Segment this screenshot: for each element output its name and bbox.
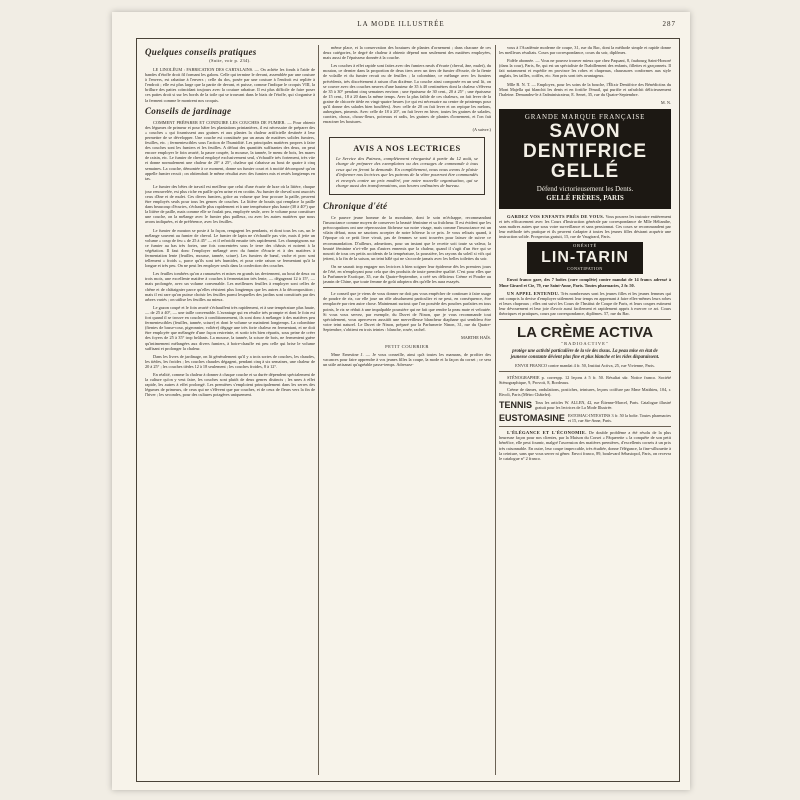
paragraph: En réalité, comme la chaleur à donner à chaque couche et sa durée dépendent spécialement de la culture qu'on y veut faire, les couches sont plutôt de deux genres distincts ; les unes à effet rapide, les autres à effet prolongé. Les premières s'emploient principalement dans les serres des légumes de primeurs, de ceux qui ne s'élèvent que par couches, et de ceux de fleurs vers la fin de l'hiver ; les secondes, pour des cultures potagères uniquement. [145,371,315,398]
ad-brand-line-2: DENTIFRICE [523,140,647,162]
heading-chronique-ete: Chronique d'été [323,201,388,212]
paragraph-lead: UN APPEL ENTENDU. [507,290,560,296]
running-title: LA MODE ILLUSTRÉE [357,20,445,28]
ad-tennis-text: Tous les articles W. ALLEN, 42, rue Étienne-Marcel, Paris. Catalogue illustré gratuit pour les lectrices de La Mode Illustrée. [535,400,671,411]
paragraph-text: Très nombreuses sont les jeunes filles et les jeunes femmes qui ont compris la devise d'employer utilement leur temps en apprenant à faire elles-mêmes leurs robes et leurs chapeaux ; elles ont suivi les Cours de l'Institut de Coupe de Paris, et leurs coupes estiment leur dévouement et leur joie d'avoir aussi facilement et rapidement appris à exercer ce art. Cours théoriques et pratiques, cours par correspondance, diplômes. 57, rue du Bac. [499,290,671,316]
paragraph: Mlle B. N. T. — Employez, pour les soins de la bouche, l'Élixir Dentifrice des Bénédictins du Mont Majella qui blanchit les dents et en fortifie l'émail, qui purifie et rafraîchit délicieusement l'haleine. Demandez-le à l'administrateur, E. Senet, 35, rue du Quatre-Septembre. [499,81,671,97]
ad-bottom-label: CONSTIPATION [567,266,603,272]
paragraph [499,214,671,239]
paragraph [499,291,671,316]
paragraph: Mme Ernestine J. — Je vous conseille, ainsi qu'à toutes les mamans, de profiter des vacances pour faire apprendre à vos jeunes filles la coupe, la mode et la façon du corset ; ce sera un utile artisanat qu'agréable passe-temps. Adressez- [323,352,491,368]
heading-sub: (Suite, voir p. 234). [209,58,251,63]
advertisement-savon-gelle [499,109,671,209]
ad-stenographie: STÉNOGRAPHIE p. correspp. 12 leçons à 5 fr. 50. Résultat sûr. Notice franco. Société Sténographique, 9, Provoit, 8, Bordeaux. [499,374,671,385]
paragraph-lead: GARDEZ VOS ENFANTS PRÈS DE VOUS. [507,213,605,219]
column-2 [323,45,491,775]
notice-title: AVIS A NOS LECTRICES [353,142,461,153]
heading-conseils-jardinage: Conseils de jardinage [145,105,232,116]
ad-eustomasine-text: ESTOMAC-INTESTINS 3 fr. 50 la boîte. Toutes pharmacies et 15, rue Ste-Anne, Paris. [567,413,671,424]
ad-tennis [499,400,671,410]
advertisement-lin-tarin [527,242,643,274]
divider [323,287,491,288]
paragraph-text: De double problème a été résolu de la plus heureuse façon pour nos clientes, par la Maison du Corset « Pâquerette » la conquête de son petit bénéfice, elle peut fournir, malgré l'ascension des matières premières, d'excellents corsets à un prix très raisonnable. En outre, leur coupe impeccable, très étudiée, donne l'élégance, la fine-silhouette à la ceinture, sans que vous serrer ni gêner. Envoi franco, 89, boulevard Sébastopol, Paris, on recevra le catalogue n° 2 franco. [499,430,671,461]
paragraph: Fidèle abonnée. — Vous ne pouvez trouver mieux que chez Paquant, 8, faubourg Saint-Honoré (dans la cour), Paris, 8e, qui est un spécialiste de l'habillement des enfants, fillettes et garçonnets. Il fait notamment et expédie en province les robes et chapeaux, chaussures conformes aux style anglais, les tailles, coiffes, etc. Son prix sont très avantageux. [499,58,671,79]
paragraph: Le fumier des bêtes de travail est meilleur que celui d'une écurie de luxe où la litière, chaque jour renouvelée, est plus riche en paille qu'en urine et en crottin. Au fumier de cheval sont associés ceux d'âne et de mulet. Ces divers fumiers, grâce au volume que leur procure la paille, peuvent être employés seuls pour tous les genres de couches. La litière de boutis qui remplace la paille dans beaucoup d'écuries, s'échauffe plus rapidement et à une température plus haute (30 à 40°) que la litière de paille, mais comme elle se foulait peu, employée seule, avec le volume pour constituer une couche, on la mélange avec le fumier plus pailleux, ou avec les autres matières que nous avons indiquées, et de préférence, avec les feuilles. [145,183,315,225]
paragraph: COMMENT PRÉPARER ET CONDUIRE LES COUCHES DE FUMIER. — Pour obtenir des légumes de primeur et pour hâter les plantations printanières, il est nécessaire de préparer des « couches » qui fournissent aux graines et aux plantes la chaleur artificielle destinée à leur permettre de se développer. Une couche est constituée par un amas de matières solides fumiers, feuilles, etc. ; fermentescibles sous l'action de l'humidité. Les principales matières propres à faire des couches sont les fumiers et les feuilles. A défaut des quantités suffisantes des deux, on peut encore employer le foin avarié, la paure coupée, la mousse, la tannée, le menu de bois, les mares de raisin, etc. Le fumier de cheval employé exclusivement seul, s'échauffe très fortement, très vite et donne normalement une chaleur de 20° à 25°, chaleur qui s'abaisse au bout de quatre à cinq semaines. La couche, démontée à ce moment, donne un fumier court et à moitié décomposé qu'on appelle fumier recuit ; on obtiendrait le même résultat avec des fumiers mis et restés longtemps en tas. [145,119,315,181]
ad-creme-activa-sub: "RADIOACTIVE" [561,341,609,347]
paragraph: Dans les livres de jardinage, on lit généralement qu'il y a trois sortes de couches, les chaudes, les tièdes, les froides ; les couches chaudes dégagent, pendant cinq à six semaines, une chaleur de 20 à 25° ; les couches tièdes 12 à 18 seulement ; les couches froides, 8 à 12°. [145,353,315,369]
running-header [112,20,690,34]
heading-conseils-pratiques: Quelques conseils pratiques (Suite, voir p. 234). [145,47,315,64]
initials-signature: M. N. [660,99,671,105]
column-rule-1 [318,45,319,775]
ad-brand: LIN-TARIN [541,249,629,267]
divider [499,319,671,320]
paragraph: Les feuilles tombées qu'on a ramassées et mises en grands tas deviennent, au bout de deux ou trois mois, une excellente matière à couches à fermentation très lente, — dégageant 12 à 15°, — mais prolongée, avec un volume convenable. Les meilleures feuilles à employer sont celles de chêne et de châtaignier parce qu'elles résistent plus longtemps que les autres à la décomposition ; mais il est rare qu'on puisse choisir les feuilles parmi lesquelles des jardins sont constitués par des arbres variés ; on utilise les feuilles au mieux. [145,271,315,302]
column-1 [145,45,315,775]
paragraph: LE LINOLÉUM : FABRICATION DES CARTALAINS. — On achète les fonds à l'aide de bandes d'étoffe droit fil formant les galons. Celle qui termine le devant, assemblée par une couture à l'envers, est rabattue à l'envers ; celle du dos, posée par une couture à l'endroit est repliée à l'endroit ; elle est plus large que la partie de devant, et puisse, comme l'indique le croquis VIII, la brillure des pattes coïncidant toujours avec la couture rabattue. Il est plus difficile de faire poser ces pattes droit si sur les bords de la toile qui se trouvant dans le biais de l'étoffe, qui s'organise à la ferment comme le montrent nos croquis. [145,67,315,103]
ad-creme-activa-title: LA CRÈME ACTIVA [516,324,654,342]
petit-courrier-heading: PETIT COURRIER [385,344,429,350]
notice-box [329,137,485,196]
page-number: 287 [662,20,676,28]
divider [499,371,671,372]
ad-top-label: OBÉSITÉ [572,243,598,249]
author-signature: MARTHE HAÏS. [460,335,491,341]
paragraph: même place, et la conservation des boutures de plantes d'ornement ; dans chacune de ces deux catégories, le degré de chaleur à obtenir dépend non seulement des matières employées, mais aussi de l'épaisseur donnée à la couche. [323,45,491,61]
paragraph: Le conseil que je viens de vous donner ne doit pas vous empêcher de continuer à faire usage de poudre de riz, car elle joue un rôle absolument particulier et ne peut, en conséquence, être remplacée par rien autre chose. Maintenant surtout que l'on possède des poudres parfaites en tous points, le riz se réduit à une impalpable poussière qui ne fait que rendre la peau mate et veloutée. Si vous vous servez, par exemple, du Duvet de Ninon, que je vous recommande tout spécialement, vous apercevrez aussitôt une merveilleuse blancheur diaphane qui semblera être votre teint naturel. Le Duvet de Ninon, préparé par la Parfumerie Ninon, 31, rue du Quatre-Septembre, s'obtient en trois teintes : blanche, rosée, rachel. [323,291,491,332]
paragraph: vous à l'Académie moderne de coupe, 31, rue du Bac, dont la méthode simple et rapide donne les meilleurs résultats. Cours par correspondance, cours du soir, diplômes. [499,45,671,56]
paragraph: On ne saurait trop engager nos lectrices à bien soigner leur épiderme dès les premiers jours de l'été, en n'employant pour cela que des produits de toute première qualité. C'est pour elles que la Parfumerie Exotique, 35, rue du Quatre-Septembre, a créé ses délicieux Crème et Poudre au jasmin de Chine, que toute femme de goût adoptera dès qu'elle les aura essayés. [323,263,491,285]
content-frame [136,38,680,782]
to-be-continued: (A suivre.) [472,127,491,133]
notice-body: Le Service des Patrons, complètement réorganisé à partir du 12 août, se charge de préparer des exemplaires ou des corsages de commande à tous ceux qui en feront la demande. En complétement, nous nous avons le plaisir d'informer nos lectrices que les patrons de la vôtre pourront être commandés et envoyés contre un prix modéré, par notre nouvelle organisation, qui se charge aussi des transformations, aux heures ordinaires de bureau. [336,155,478,189]
ad-eustomasine-name: EUSTOMASINE [499,413,565,424]
ad-tennis-name: TENNIS [499,400,533,411]
paragraph: Envoi franco gare, des 7 boîtes (cure complète) contre mandat de 14 francs adressé à Mme Girard et Cie, 79, rue Saint-Anne, Paris. Toutes pharmacies, 2 fr. 50. [499,277,671,288]
ad-claim: Défend victorieusement les Dents. [536,184,634,193]
ad-coiffure: Crème de dames, ondulations, postiches, teintures, leçons coiffure par Mme Matthieu, 104, r. Rivoli, Paris (Métro Châtelet). [499,387,671,398]
ad-maker: GELLÉ FRÈRES, PARIS [546,193,624,202]
paragraph: Ce pauvre jeune homme de la mondaine, dont le soin m'échappe, recommandant l'insouciance comme moyen de conserver la beauté féminine et sa fraîcheur. Il est évident que les préoccupations ont une répercussion fâcheuse sur notre visage, mais comme l'insouciance est un vilain défaut, nous ne saurions accepter de notre hôtesse la ce prix. Je vous relisais quand, à l'époque où ce petit livre vivait, pas de femmes se sont trouvées pour laisser de suivre ce recommandation. D'ailleurs, admettons, pour un instant que le recette soit toute sa valeur, la beauté féminine n'a-t-elle pas d'autres ennemis que la chaleur, quand il s'agit d'un être qui se nourrit de tous ces petits accidents de la température, la poussière, les rayons du soleil si vifs qui jettent, à la fin de la saison, un teint hâlé qui ne s'accorde jamais avec les belles toilettes du soir. [323,215,491,261]
paragraph: Le gazon coupé et le foin avarié s'échauffent très rapidement, et à une température plus haute, — de 25 à 40°, — une taille convenable. L'avantage qui en résulte très prompte et dont le foin est fort quand il se trouve en couches à conditionnement, ils sont donc à mélanger à des matières peu fermentescibles (feuilles, tannée, sciure) et dont le volume se maintient longtemps. La colombine (fientes de basse-cour, pigeonnier, volière) dégage une très forte chaleur en fermentant, et ne doit être employée que mélangée d'une façon restreinte, et sortir très bien répartis, sous peine de créer des foyers de 25 à 35° trop brûlants. La mousse, la tannée, la sciure de bois, ne fermentent guère qu'intimement mélangées aux divers fumiers, à boire-chauffe est peu celle qui brise le volume suffisant et prolonger la chaleur. [145,304,315,351]
ad-creme-activa-body: protège une activité particulière de la vie des tissus. La peau mise en état de jeunesse constante dévient plus fine et plus blanche et les rides disparaissent. [510,349,660,360]
ad-eustomasine [499,413,671,423]
paragraph-text: Vous pourrez les instruire entièrement et très efficacement avec les Cours d'Instruction générale par correspondance de Mlle Hélianthe, sans maîtres autres que sous votre surveillance et sans pensionnat. Ces cours se recommandent par leur méthode très pratique et ils peuvent s'adapter à toutes les jeunes filles désirant acquérir une instruction solide. Prospectus gratuit, 15, rue de Vaugirard, Paris. [499,213,671,240]
magazine-page [112,12,690,790]
ad-brand-line-3: GELLÉ [550,160,620,182]
ad-tagline: GRANDE MARQUE FRANÇAISE [524,112,646,121]
paragraph: Les couches à effet rapide sont faites avec des fumiers neufs d'écurie (cheval, âne, mulet), du mouton, ce dernier dans la proportion de deux tiers avec un tiers de fumier d'écurie, de la fiente de volaille et du fumier recuit ou de feuilles ; la colombine, ce mélange avec les fumiers précédents, très discrètement à raison d'un dixième. La couche ainsi composée en un seul lit, on se couvre avec des couches neuves d'une hauteur de 35 à 40 centimètres dont la chaleur s'élèvera de 35 à 30° pendant cinq semaines environ ; une épaisseur de 30 cent., 20 à 25° ; une épaisseur de 15 cent., 18 à 20 dans la même temps. Avec la plus faible de ces chaleurs, on fait lever de la graine de chicorée tiède en vingt-quatre heures (ce qui est nécessaire au centre de printemps pour qu'il donne des salades bien bouffées). Avec celle de 20 on fait lever et on repique les melons, aubergines, piments. Avec celle de 18 à 20°, on fait lever en hiver, toutes les graines de salades, carottes, choux, choux-fleurs, poireaux et radis, les graines de plantes d'ornement, et l'on fait enraciner les boutures. [323,63,491,125]
paragraph-lead: L'ÉLÉGANCE ET L'ÉCONOMIE. [507,430,587,436]
column-rule-2 [495,45,496,775]
divider [499,426,671,427]
ad-creme-activa-address: ENVOI FRANCO contre mandat 4 fr. 50, Institut Activa, 25, rue Vivienne, Paris. [515,362,655,368]
column-3 [499,45,671,775]
paragraph: Le fumier de mouton se poste à la façon, rengagent les pendants, et dont tous les cas, un le mélange souvent au fumier de cheval. Le fumier de lapin ne s'échauffe pas vite, mais il jette un volume « coup de feu » de 25 à 45° — et il refroidit ensuite très rapidement. Les champignons sur ce fumier au bas très fortes, une fois concentrées sous le terre des châssis et noirent à la végétation. Il faut donc l'employer mélangé avec du fumier d'écurie et à des matières à fermentation lente (feuilles, mousse, tannée, sciure). Les fumiers de bœuf, vache et porc sont tellement « froids », parce qu'ils sont très humides, et pour cette raison se fermentant qu'à la longue et très peu. On ne peut les employer seuls dans la confection des couches. [145,227,315,269]
paragraph [499,430,671,461]
ad-brand-line-1: SAVON [549,120,621,142]
